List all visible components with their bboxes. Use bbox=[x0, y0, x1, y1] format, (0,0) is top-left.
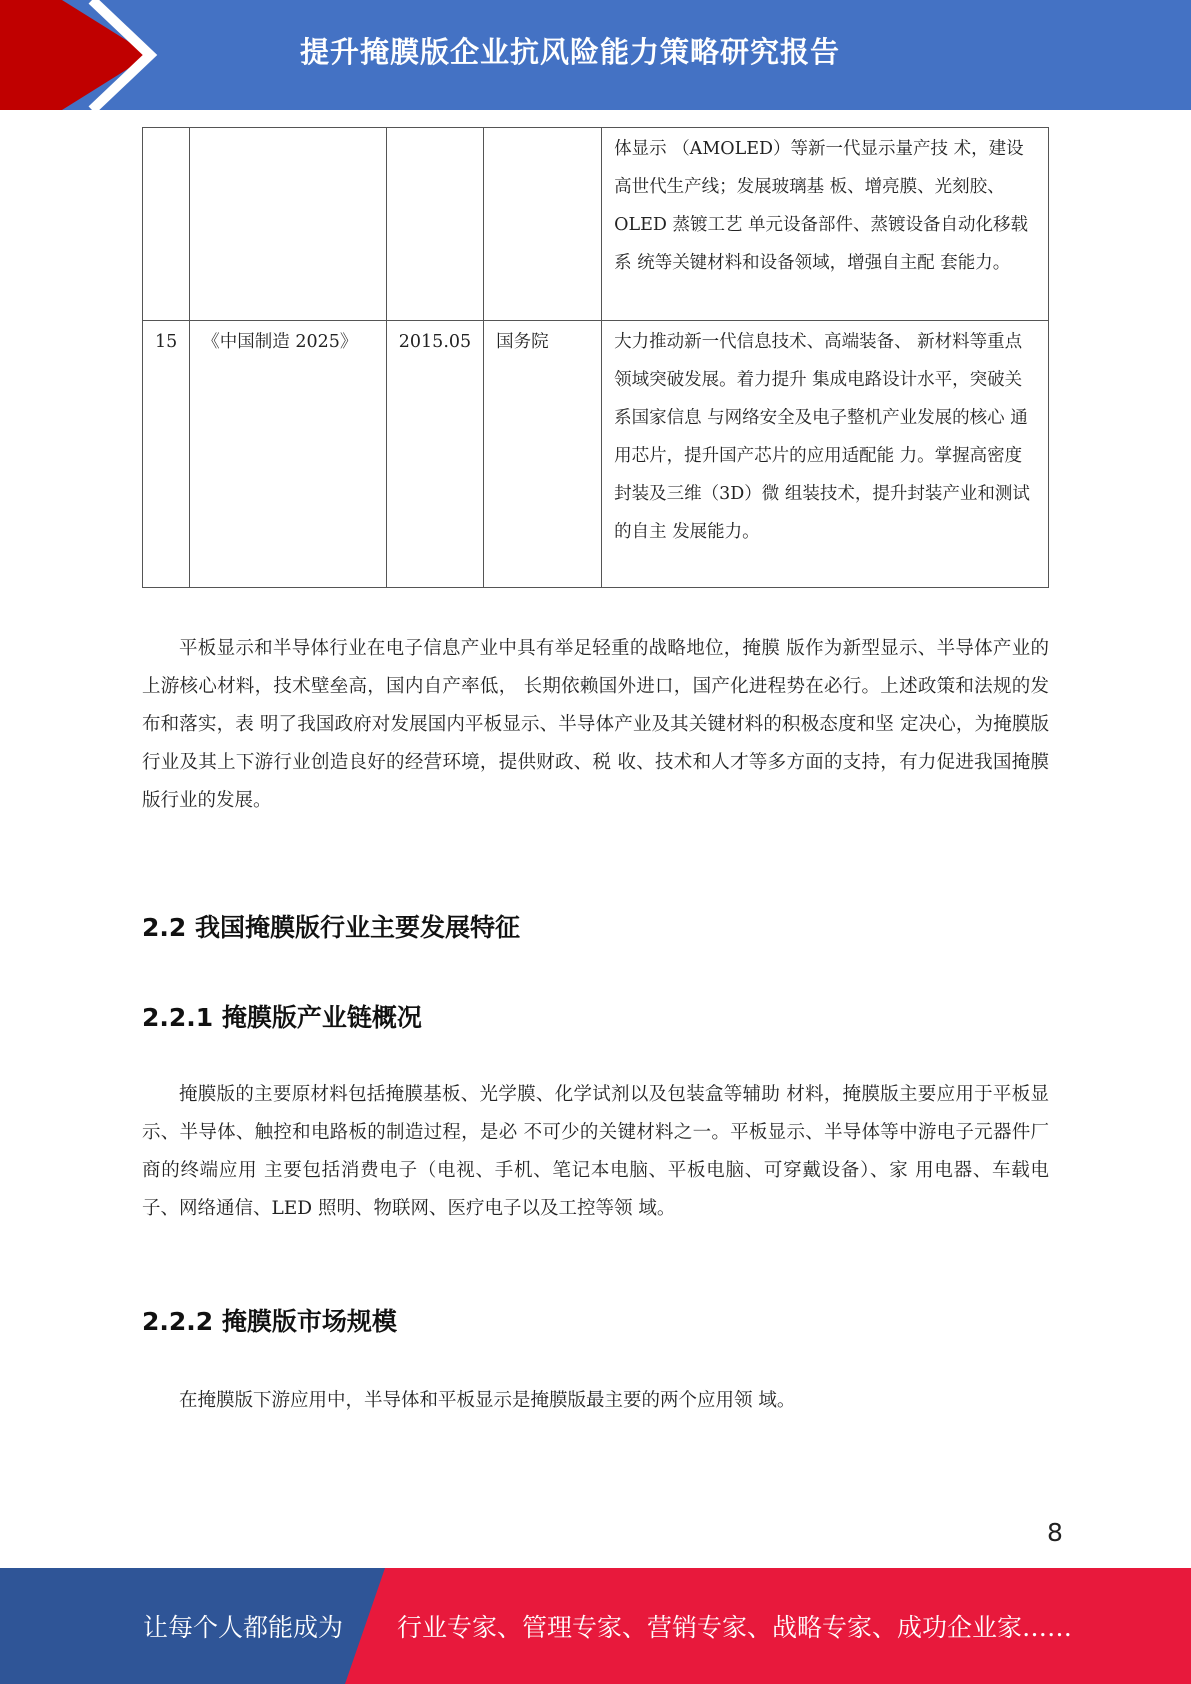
table-row bbox=[143, 321, 1049, 588]
cell-name bbox=[190, 128, 387, 321]
policy-table bbox=[142, 127, 1049, 588]
cell-date bbox=[386, 128, 483, 321]
section-heading-2-2-2: 2.2.2 掩膜版市场规模 bbox=[142, 1307, 397, 1336]
page-footer bbox=[0, 1568, 1191, 1684]
cell-issuer bbox=[484, 128, 602, 321]
page-number: 8 bbox=[1047, 1518, 1063, 1547]
paragraph-policy-summary: 平板显示和半导体行业在电子信息产业中具有举足轻重的战略地位，掩膜 版作为新型显示、半导体产业的上游核心材料，技术壁垒高，国内自产率低， 长期依赖国外进口，国产化进程势在必行。上述政策和法规的发布和落实，表 明了我国政府对发展国内平板显示、半导体产业及其关键材料的积极态度和坚 定决心，为掩膜版行业及其上下游行业创造良好的经营环境，提供财政、税 收、技术和人才等多方面的支持，有力促进我国掩膜版行业的发展。 bbox=[142, 638, 1049, 811]
footer-slogan-left: 让每个人都能成为 bbox=[143, 1613, 344, 1642]
cell-date: 2015.05 bbox=[386, 321, 483, 588]
section-heading-2-2: 2.2 我国掩膜版行业主要发展特征 bbox=[142, 913, 520, 942]
page-header bbox=[0, 0, 1191, 110]
paragraph-industry-chain: 掩膜版的主要原材料包括掩膜基板、光学膜、化学试剂以及包装盒等辅助 材料，掩膜版主要应用于平板显示、半导体、触控和电路板的制造过程，是必 不可少的关键材料之一。平板显示、半导体等中游电子元器件厂商的终端应用 主要包括消费电子（电视、手机、笔记本电脑、平板电脑、可穿戴设备）、家 用电器、车载电子、网络通信、LED 照明、物联网、医疗电子以及工控等领 域。 bbox=[142, 1084, 1049, 1219]
cell-no bbox=[143, 128, 190, 321]
paragraph-market-size: 在掩膜版下游应用中，半导体和平板显示是掩膜版最主要的两个应用领 域。 bbox=[179, 1390, 796, 1411]
cell-content: 体显示 （AMOLED）等新一代显示量产技 术，建设高世代生产线；发展玻璃基 板、增亮膜、光刻胶、OLED 蒸镀工艺 单元设备部件、蒸镀设备自动化移载系 统等关键材料和设备领域，增强自主配 套能力。 bbox=[602, 128, 1049, 321]
cell-content: 大力推动新一代信息技术、高端装备、 新材料等重点领域突破发展。着力提升 集成电路设计水平，突破关系国家信息 与网络安全及电子整机产业发展的核心 通用芯片，提升国产芯片的应用适配能 力。掌握高密度封装及三维（3D）微 组装技术，提升封装产业和测试的自主 发展能力。 bbox=[602, 321, 1049, 588]
cell-name: 《中国制造 2025》 bbox=[190, 321, 387, 588]
table-row bbox=[143, 128, 1049, 321]
cell-no: 15 bbox=[143, 321, 190, 588]
section-heading-2-2-1: 2.2.1 掩膜版产业链概况 bbox=[142, 1003, 422, 1032]
footer-slogan-right: 行业专家、管理专家、营销专家、战略专家、成功企业家…… bbox=[397, 1613, 1073, 1642]
report-title: 提升掩膜版企业抗风险能力策略研究报告 bbox=[300, 35, 841, 69]
cell-issuer: 国务院 bbox=[484, 321, 602, 588]
